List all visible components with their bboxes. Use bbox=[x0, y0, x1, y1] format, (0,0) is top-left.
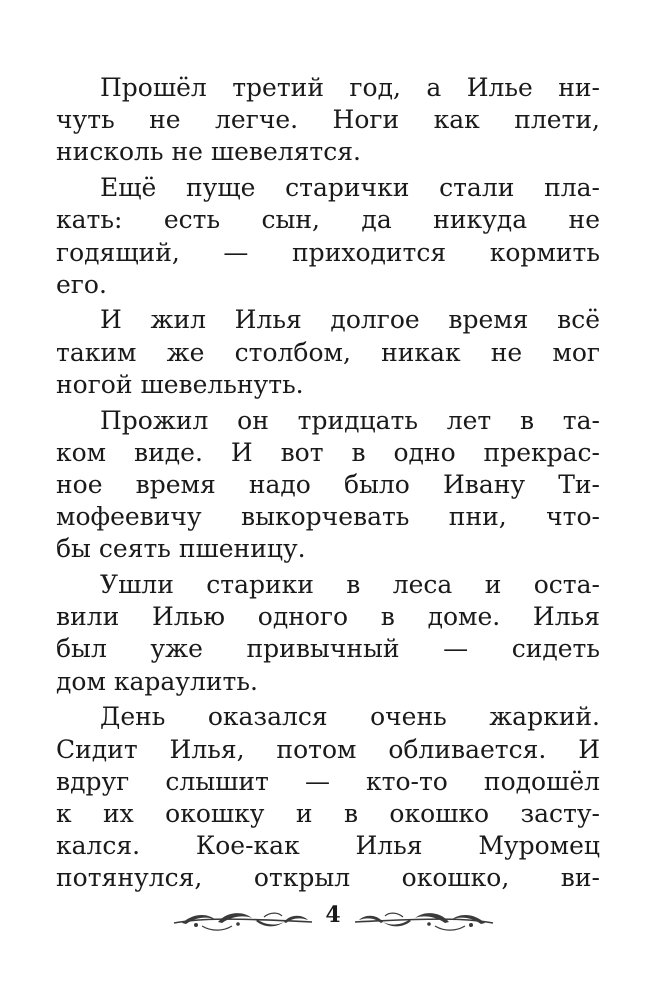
text-line: Ушли старики в леса и оста- bbox=[100, 570, 600, 600]
text-line: ком виде. И вот в одно прекрас- bbox=[56, 437, 600, 467]
text-line: его. bbox=[56, 269, 107, 299]
text-line: потянулся, открыл окошко, ви- bbox=[56, 863, 600, 893]
paragraph-4 bbox=[56, 405, 600, 566]
text-line: бы сеять пшеницу. bbox=[56, 534, 306, 564]
text-line: дом караулить. bbox=[56, 666, 258, 696]
page-footer bbox=[0, 900, 666, 940]
text-line: вили Илью одного в доме. Илья bbox=[56, 602, 600, 632]
text-line: нисколь не шевелятся. bbox=[56, 137, 361, 167]
text-line: кался. Кое-как Илья Муромец bbox=[56, 831, 600, 861]
paragraph-6 bbox=[56, 701, 600, 894]
text-line: к их окошку и в окошко засту- bbox=[56, 798, 600, 828]
text-line: Прошёл третий год, а Илье ни- bbox=[100, 73, 600, 102]
paragraph-1 bbox=[56, 72, 600, 169]
ornament-right-icon bbox=[350, 906, 495, 934]
text-line: мофеевичу выкорчевать пни, что- bbox=[56, 502, 600, 532]
text-line: вдруг слышит — кто-то подошёл bbox=[56, 766, 600, 796]
body-text bbox=[56, 72, 600, 898]
text-line: чуть не легче. Ноги как плети, bbox=[56, 105, 600, 135]
text-line: таким же столбом, никак не мог bbox=[56, 337, 600, 367]
text-line: Ещё пуще старички стали пла- bbox=[100, 173, 600, 203]
text-line: И жил Илья долгое время всё bbox=[100, 305, 600, 335]
text-line: годящий, — приходится кормить bbox=[56, 237, 600, 267]
text-line: ногой шевельнуть. bbox=[56, 369, 304, 399]
text-line: кать: есть сын, да никуда не bbox=[56, 205, 600, 235]
text-line: День оказался очень жаркий. bbox=[100, 702, 600, 732]
text-line: ное время надо было Ивану Ти- bbox=[56, 469, 600, 499]
page-number: 4 bbox=[325, 902, 341, 928]
paragraph-5 bbox=[56, 569, 600, 698]
paragraph-3 bbox=[56, 304, 600, 401]
text-line: Сидит Илья, потом обливается. И bbox=[56, 734, 600, 764]
text-line: Прожил он тридцать лет в та- bbox=[100, 405, 600, 435]
paragraph-2 bbox=[56, 172, 600, 301]
text-line: был уже привычный — сидеть bbox=[56, 634, 600, 664]
